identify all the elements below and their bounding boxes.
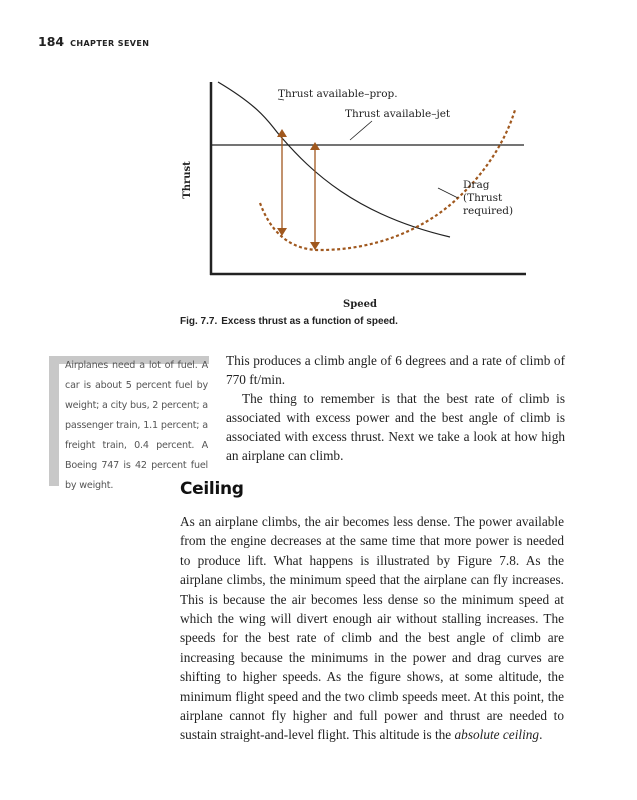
section-heading-ceiling: Ceiling [180, 479, 244, 499]
figure-number: Fig. 7.7. [180, 316, 218, 327]
paragraph-ceiling-end: . [539, 727, 543, 743]
drag-label-line1: Drag [463, 179, 490, 191]
y-axis-label: Thrust [182, 161, 193, 199]
x-axis-label: Speed [343, 299, 377, 310]
drag-leader-line [438, 188, 458, 198]
jet-label: Thrust available–jet [345, 108, 451, 120]
chapter-label: CHAPTER SEVEN [70, 39, 150, 48]
jet-leader-line [350, 121, 372, 140]
sidebar-text: Airplanes need a lot of fuel. A car is about 5 percent fuel by weight; a city bus, 2 percent; a passenger train, 1.1 percent; a freight train, 0.4 percent. A Boeing 747 is 42 percent fuel by weight. [65, 360, 208, 491]
drag-label-line2: (Thrust [463, 192, 503, 204]
prop-label: Thrust available–prop. [278, 88, 398, 100]
figure-caption-text: Excess thrust as a function of speed. [221, 316, 398, 327]
paragraph-ceiling-main: As an airplane climbs, the air becomes less dense. The power available from the engine decreases at the same time that more power is needed to produce lift. What happens is illustrated by Figure 7.8. As the airplane climbs, the minimum speed that the airplane can fly increases. This is because the air becomes less dense so the minimum speed at which the wing will divert enough air without stalling increases. The speeds for the best rate of climb and the best angle of climb are increasing because the minimums in the power and drag curves are shifting to higher speeds. As the figure shows, at some altitude, the minimum flight speed and the two climb speeds meet. At this point, the airplane cannot fly higher and full power and thrust are needed to sustain straight-and-level flight. This altitude is the [180, 514, 564, 743]
absolute-ceiling-term: absolute ceiling [454, 727, 540, 743]
figure-caption [180, 316, 398, 327]
prop-thrust-curve [218, 82, 450, 237]
sidebar-note [49, 356, 208, 491]
paragraph-climb-angle: This produces a climb angle of 6 degrees and a rate of climb of 770 ft/min. [226, 353, 565, 387]
page-number: 184 [38, 34, 65, 49]
paragraph-remember: The thing to remember is that the best rate of climb is associated with excess power and the best angle of climb is associated with excess thrust. Next we take a look at how high an airplane can climb. [226, 391, 565, 463]
excess-thrust-figure [160, 70, 540, 330]
running-head [38, 31, 149, 50]
figure-graphic [160, 70, 540, 330]
sidebar-rule-left [49, 356, 59, 486]
paragraph-ceiling [180, 512, 564, 745]
drag-label-line3: required) [463, 205, 514, 217]
